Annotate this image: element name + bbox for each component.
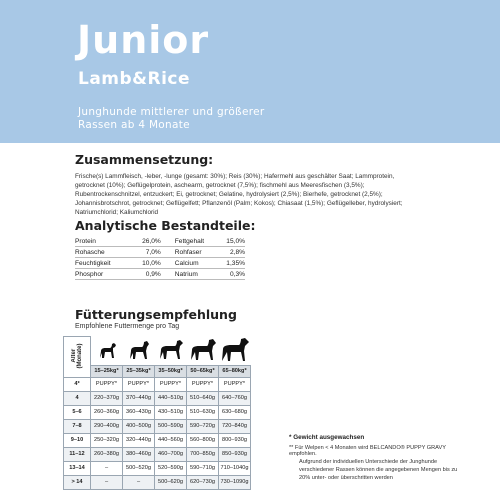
nutrient-name: Feuchtigkeit — [75, 258, 127, 269]
nutrient-name: Rohfaser — [175, 247, 218, 258]
nutrient-name: Protein — [75, 236, 127, 247]
note-puppy: ** Für Welpen < 4 Monaten wird BELCANDO® PUPPY GRAVY empfohlen. — [289, 445, 446, 457]
age-cell: > 14 — [64, 475, 91, 489]
dog-icon-large — [158, 339, 184, 361]
amount-cell: 260–360g — [91, 405, 123, 419]
amount-cell: 500–520g — [123, 461, 155, 475]
analytical-row — [75, 258, 245, 269]
feeding-subheading: Empfohlene Futtermenge pro Tag — [75, 323, 180, 330]
amount-cell: 590–720g — [187, 419, 219, 433]
product-subtitle: Lamb&Rice — [78, 69, 191, 89]
nutrient-value: 26,0% — [127, 236, 175, 247]
amount-cell: 440–510g — [155, 391, 187, 405]
nutrient-name: Calcium — [175, 258, 218, 269]
age-cell: 4* — [64, 377, 91, 391]
feeding-row — [64, 461, 251, 475]
composition-text: Frische(s) Lammfleisch, -leber, -lunge (gesamt: 30%); Reis (30%); Hafermehl aus geschälter Saat; Lammprotein, getrocknet (10%); Geflügelprotein, aschearm, getrocknet (7,5%); fischmehl aus Meeresfischen (3,5%); Rubentrockenschnitzel, entzuckert; Ei, getrocknet; Gelatine, hydrolysiert (2,5%); Bierhefe, getrocknet (2,5%); Johannisbrotschrot, getrocknet; Geflügelfett; Pflanzenöl (Palm; Kokos); Chiasaat (1,5%); Geflügelleber, hydrolysiert; Natriumchlorid; Kaliumchlorid — [75, 173, 403, 216]
feeding-row — [64, 391, 251, 405]
note-variation: Aufgrund der individuellen Unterschiede der Junghunde verschiedener Rassen können die angegebenen Mengen bis zu 20% unter- oder überschritten werden — [299, 459, 458, 481]
header-banner — [0, 0, 500, 143]
amount-cell: 640–760g — [219, 391, 251, 405]
amount-cell: – — [123, 475, 155, 489]
age-header: Alter (Monate) — [64, 337, 91, 378]
amount-cell: PUPPY* — [219, 377, 251, 391]
nutrient-value: 2,8% — [218, 247, 245, 258]
nutrient-value: 10,0% — [127, 258, 175, 269]
age-cell: 4 — [64, 391, 91, 405]
amount-cell: 620–730g — [187, 475, 219, 489]
feeding-row — [64, 377, 251, 391]
amount-cell: 510–640g — [187, 391, 219, 405]
description-line-2: Rassen ab 4 Monate — [78, 119, 190, 131]
dog-icon-row — [64, 337, 251, 366]
analytical-heading: Analytische Bestandteile: — [75, 218, 256, 233]
amount-cell: 800–930g — [219, 433, 251, 447]
age-cell: 11–12 — [64, 447, 91, 461]
age-cell: 9–10 — [64, 433, 91, 447]
amount-cell: 220–370g — [91, 391, 123, 405]
amount-cell: 590–710g — [187, 461, 219, 475]
nutrient-value: 7,0% — [127, 247, 175, 258]
amount-cell: 320–440g — [123, 433, 155, 447]
feeding-row — [64, 405, 251, 419]
amount-cell: 630–680g — [219, 405, 251, 419]
amount-cell: 370–440g — [123, 391, 155, 405]
nutrient-name: Fettgehalt — [175, 236, 218, 247]
dog-icon-xxlarge — [220, 337, 250, 363]
analytical-row — [75, 236, 245, 247]
amount-cell: 520–590g — [155, 461, 187, 475]
weight-header: 25–35kg* — [123, 365, 155, 377]
nutrient-value: 0,3% — [218, 269, 245, 280]
description-line-1: Junghunde mittlerer und größerer — [78, 106, 265, 118]
composition-heading: Zusammensetzung: — [75, 152, 214, 167]
dog-icon-small-cell — [91, 337, 123, 366]
amount-cell: 720–840g — [219, 419, 251, 433]
amount-cell: 850–930g — [219, 447, 251, 461]
amount-cell: PUPPY* — [187, 377, 219, 391]
product-title: Junior — [77, 18, 210, 62]
dog-icon-large-cell — [155, 337, 187, 366]
product-description — [78, 106, 378, 132]
feeding-row — [64, 433, 251, 447]
amount-cell: – — [91, 475, 123, 489]
analytical-row — [75, 269, 245, 280]
nutrient-name: Natrium — [175, 269, 218, 280]
amount-cell: 360–430g — [123, 405, 155, 419]
amount-cell: 500–620g — [155, 475, 187, 489]
dog-icon-xxlarge-cell — [219, 337, 251, 366]
age-cell: 7–8 — [64, 419, 91, 433]
amount-cell: 560–800g — [187, 433, 219, 447]
analytical-row — [75, 247, 245, 258]
dog-icon-xlarge-cell — [187, 337, 219, 366]
feeding-row — [64, 447, 251, 461]
dog-icon-medium-cell — [123, 337, 155, 366]
amount-cell: 460–700g — [155, 447, 187, 461]
feeding-row — [64, 419, 251, 433]
amount-cell: 380–460g — [123, 447, 155, 461]
weight-header: 50–65kg* — [187, 365, 219, 377]
amount-cell: 700–850g — [187, 447, 219, 461]
weight-header: 15–25kg* — [91, 365, 123, 377]
nutrient-value: 1,35% — [218, 258, 245, 269]
analytical-table — [75, 236, 245, 280]
amount-cell: 400–500g — [123, 419, 155, 433]
amount-cell: PUPPY* — [155, 377, 187, 391]
amount-cell: – — [91, 461, 123, 475]
amount-cell: 710–1040g — [219, 461, 251, 475]
amount-cell: 730–1090g — [219, 475, 251, 489]
nutrient-name: Phosphor — [75, 269, 127, 280]
dog-icon-medium — [127, 339, 151, 361]
feeding-row — [64, 475, 251, 489]
nutrient-name: Rohasche — [75, 247, 127, 258]
weight-header: 65–80kg* — [219, 365, 251, 377]
weight-header-row — [64, 365, 251, 377]
amount-cell: 430–510g — [155, 405, 187, 419]
amount-cell: 260–380g — [91, 447, 123, 461]
feeding-table — [63, 336, 251, 490]
amount-cell: PUPPY* — [123, 377, 155, 391]
weight-header: 35–50kg* — [155, 365, 187, 377]
note-weight: * Gewicht ausgewachsen — [289, 434, 365, 441]
amount-cell: 440–560g — [155, 433, 187, 447]
age-cell: 13–14 — [64, 461, 91, 475]
dog-icon-xlarge — [189, 338, 217, 362]
nutrient-value: 15,0% — [218, 236, 245, 247]
feeding-heading: Fütterungsempfehlung — [75, 307, 237, 322]
amount-cell: PUPPY* — [91, 377, 123, 391]
amount-cell: 250–320g — [91, 433, 123, 447]
amount-cell: 510–630g — [187, 405, 219, 419]
dog-icon-small — [96, 340, 118, 360]
nutrient-value: 0,9% — [127, 269, 175, 280]
amount-cell: 500–590g — [155, 419, 187, 433]
age-cell: 5–6 — [64, 405, 91, 419]
amount-cell: 290–400g — [91, 419, 123, 433]
